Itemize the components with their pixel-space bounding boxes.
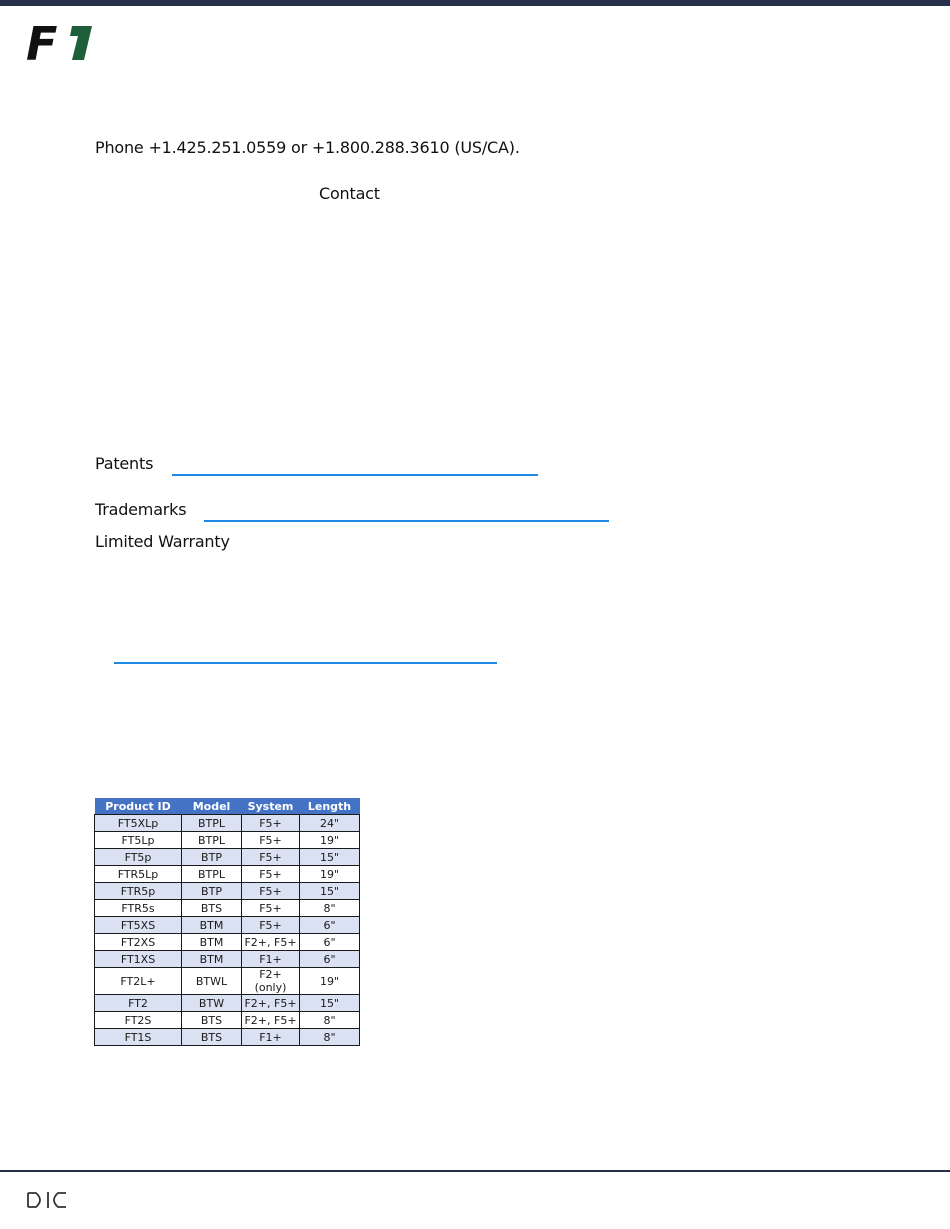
trademarks-label: Trademarks [95, 500, 187, 519]
cell-system: F5+ [242, 832, 300, 849]
table-row [95, 832, 360, 849]
table-row [95, 917, 360, 934]
cell-system: F1+ [242, 951, 300, 968]
f1-logo-one [70, 26, 92, 60]
cell-model: BTM [182, 917, 242, 934]
cell-product-id: FTR5p [95, 883, 182, 900]
cell-length: 15" [300, 995, 360, 1012]
cell-model: BTPL [182, 815, 242, 832]
cell-model: BTPL [182, 866, 242, 883]
cell-system: F5+ [242, 917, 300, 934]
cell-system: F5+ [242, 866, 300, 883]
cell-model: BTM [182, 951, 242, 968]
cell-model: BTPL [182, 832, 242, 849]
header-length: Length [300, 798, 360, 815]
cell-system: F2+, F5+ [242, 1012, 300, 1029]
cell-product-id: FTR5s [95, 900, 182, 917]
cell-system: F1+ [242, 1029, 300, 1046]
cell-model: BTP [182, 849, 242, 866]
cell-length: 6" [300, 951, 360, 968]
cell-system: F5+ [242, 883, 300, 900]
cell-system: F5+ [242, 900, 300, 917]
cell-product-id: FT2 [95, 995, 182, 1012]
cell-system: F5+ [242, 815, 300, 832]
table-row [95, 900, 360, 917]
cell-model: BTS [182, 1012, 242, 1029]
cell-length: 8" [300, 1029, 360, 1046]
cell-model: BTWL [182, 968, 242, 995]
cell-product-id: FT1XS [95, 951, 182, 968]
cell-product-id: FT2S [95, 1012, 182, 1029]
cell-product-id: FT5Lp [95, 832, 182, 849]
table-row [95, 995, 360, 1012]
cell-system: F2+, F5+ [242, 934, 300, 951]
cell-model: BTM [182, 934, 242, 951]
cell-product-id: FT2L+ [95, 968, 182, 995]
warranty-link[interactable] [114, 662, 497, 664]
cell-length: 19" [300, 866, 360, 883]
warranty-label: Limited Warranty [95, 532, 230, 551]
cell-length: 6" [300, 917, 360, 934]
cell-length: 8" [300, 900, 360, 917]
table-row [95, 849, 360, 866]
table-row [95, 883, 360, 900]
cell-length: 8" [300, 1012, 360, 1029]
header-system: System [242, 798, 300, 815]
trademarks-link[interactable] [204, 520, 609, 522]
product-table [94, 798, 360, 1046]
header-product-id: Product ID [95, 798, 182, 815]
header-bar [0, 0, 950, 6]
phone-line: Phone +1.425.251.0559 or +1.800.288.3610 (US/CA). [95, 138, 520, 157]
f1-logo [26, 22, 98, 64]
cell-model: BTS [182, 900, 242, 917]
cell-product-id: FT2XS [95, 934, 182, 951]
header-model: Model [182, 798, 242, 815]
cell-length: 19" [300, 968, 360, 995]
table-row [95, 968, 360, 995]
cell-product-id: FT5XLp [95, 815, 182, 832]
cell-product-id: FT5p [95, 849, 182, 866]
table-row [95, 1012, 360, 1029]
cell-length: 24" [300, 815, 360, 832]
cell-length: 19" [300, 832, 360, 849]
cell-system: F5+ [242, 849, 300, 866]
patents-label: Patents [95, 454, 154, 473]
table-row [95, 934, 360, 951]
cell-length: 15" [300, 883, 360, 900]
cell-length: 6" [300, 934, 360, 951]
table-header-row [95, 798, 360, 815]
cell-system: F2+, F5+ [242, 995, 300, 1012]
table-row [95, 1029, 360, 1046]
table-row [95, 815, 360, 832]
cell-model: BTW [182, 995, 242, 1012]
cell-system: F2+ (only) [242, 968, 300, 995]
table-row [95, 951, 360, 968]
contact-link[interactable]: Contact [319, 184, 380, 203]
cell-length: 15" [300, 849, 360, 866]
dci-logo-icon [26, 1190, 70, 1210]
f1-logo-text: F [26, 22, 58, 64]
table-row [95, 866, 360, 883]
cell-model: BTP [182, 883, 242, 900]
cell-model: BTS [182, 1029, 242, 1046]
footer-rule [0, 1170, 950, 1172]
cell-product-id: FT5XS [95, 917, 182, 934]
cell-product-id: FTR5Lp [95, 866, 182, 883]
cell-product-id: FT1S [95, 1029, 182, 1046]
patents-link[interactable] [172, 474, 538, 476]
